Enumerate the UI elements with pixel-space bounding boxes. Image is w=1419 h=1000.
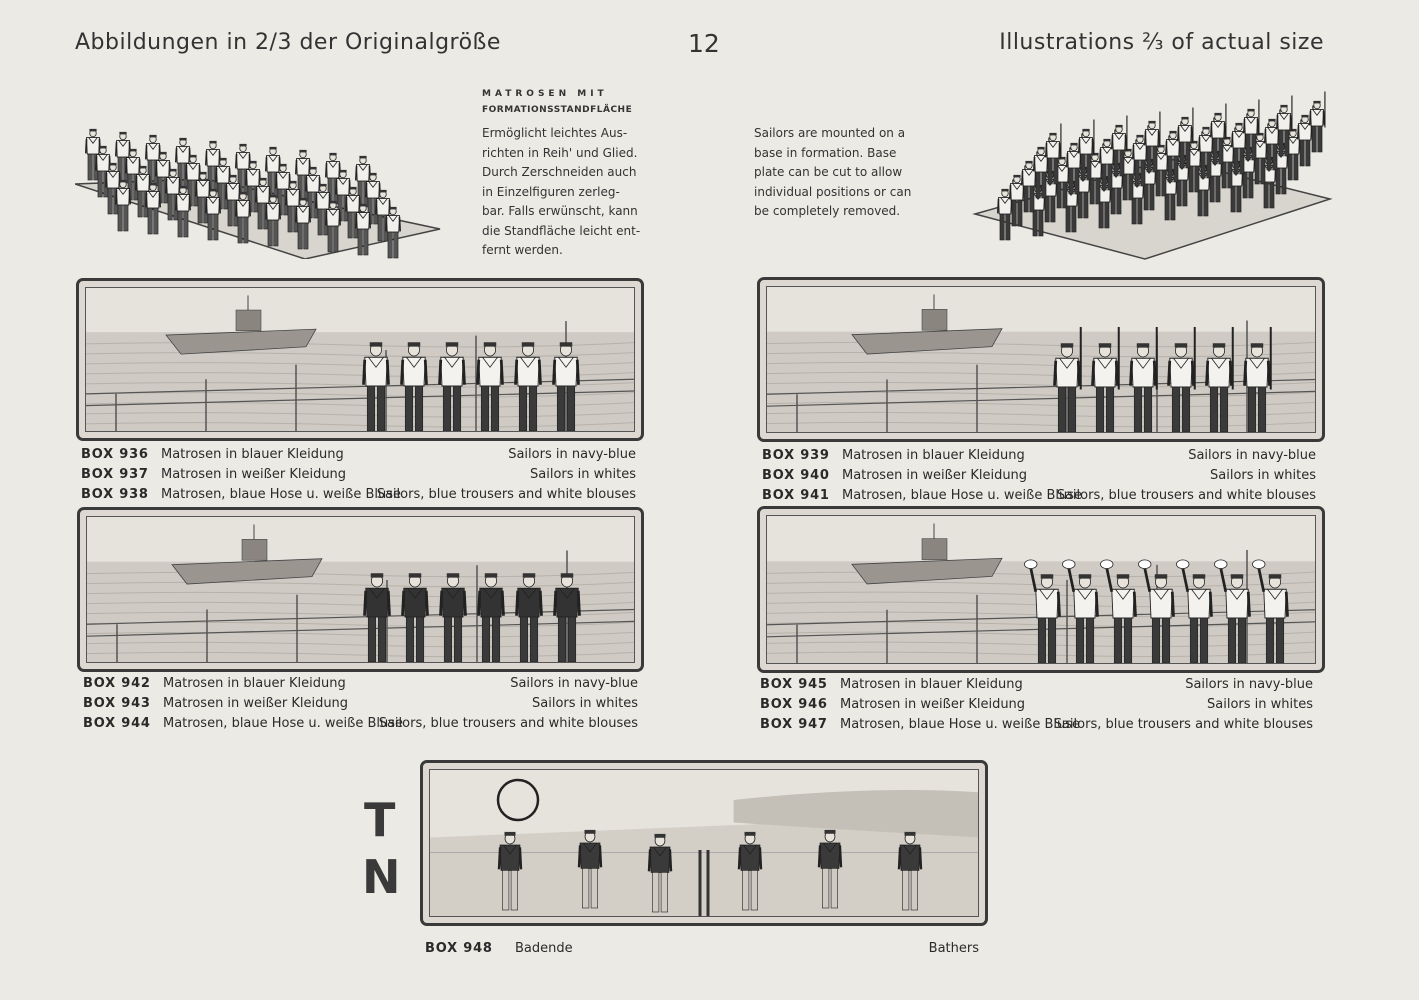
caption-de: Matrosen in blauer Kleidung [163,676,346,691]
caption-de: Matrosen in blauer Kleidung [842,448,1025,463]
diorama-panel-2 [757,277,1325,442]
box-number: BOX 937 [81,467,149,482]
caption-row [81,445,636,465]
diorama-panel-bathers [420,760,988,926]
caption-en: Sailors in whites [530,467,636,482]
caption-en: Sailors in navy-blue [1185,677,1313,692]
diorama-panel-4 [757,506,1325,673]
header-left-title: Abbildungen in 2/3 der Originalgröße [75,30,501,55]
caption-row [760,675,1313,695]
caption-en: Sailors, blue trousers and white blouses [376,487,636,502]
caption-en: Sailors, blue trousers and white blouses [1056,488,1316,503]
box-number: BOX 947 [760,717,828,732]
caption-en: Sailors in whites [532,696,638,711]
diorama-panel-1 [76,278,644,441]
intro-de-title [482,86,632,118]
caption-row [83,714,638,734]
caption-de: Matrosen, blaue Hose u. weiße Bluse [163,716,404,731]
caption-en: Bathers [928,941,979,956]
caption-row [762,486,1316,506]
caption-row [81,485,636,505]
caption-en: Sailors in navy-blue [510,676,638,691]
intro-de-title-line2: FORMATIONSSTANDFLÄCHE [482,105,633,115]
caption-en: Sailors in whites [1210,468,1316,483]
formation-figure [1310,92,1325,152]
caption-de: Matrosen in weißer Kleidung [842,468,1028,483]
caption-de: Matrosen in blauer Kleidung [840,677,1023,692]
caption-row [760,695,1313,715]
box-number: BOX 936 [81,447,149,462]
caption-de: Matrosen, blaue Hose u. weiße Bluse [840,717,1081,732]
caption-de: Matrosen in weißer Kleidung [161,467,347,482]
intro-de-text: Ermöglicht leichtes Aus- richten in Reih' und Glied. Durch Zerschneiden auch in Einzelfiguren zerleg- bar. Falls erwünscht, kann die Standfläche leicht ent- fernt werden. [482,126,641,257]
box-number: BOX 943 [83,696,151,711]
box-number: BOX 948 [425,941,493,956]
box-number: BOX 946 [760,697,828,712]
header-right-title: Illustrations ⅔ of actual size [999,30,1324,55]
box-number: BOX 945 [760,677,828,692]
formation-illustration-right [970,64,1340,264]
diorama-scene-2 [766,286,1316,433]
page-number: 12 [688,29,720,58]
caption-de: Matrosen, blaue Hose u. weiße Bluse [842,488,1083,503]
caption-de: Matrosen in blauer Kleidung [161,447,344,462]
intro-de-title-line1: MATROSEN MIT [482,89,608,99]
diorama-scene-4 [766,515,1316,664]
caption-row [81,465,636,485]
diorama-panel-3 [77,507,644,672]
formation-illustration-left [75,84,455,259]
caption-en: Sailors in whites [1207,697,1313,712]
tn-mark-n: N [362,850,401,904]
diorama-scene-1 [85,287,635,432]
caption-row [762,466,1316,486]
caption-de: Matrosen, blaue Hose u. weiße Bluse [161,487,402,502]
box-number: BOX 944 [83,716,151,731]
tn-mark-t: T [364,793,396,847]
box-number: BOX 942 [83,676,151,691]
caption-en: Sailors, blue trousers and white blouses [378,716,638,731]
caption-en: Sailors in navy-blue [1188,448,1316,463]
box-number: BOX 941 [762,488,830,503]
caption-en: Sailors, blue trousers and white blouses [1053,717,1313,732]
caption-row [425,939,979,959]
diorama-scene-3 [86,516,635,663]
box-number: BOX 938 [81,487,149,502]
intro-en-text: Sailors are mounted on a base in formation. Base plate can be cut to allow individual positions or can be completely removed. [754,126,912,218]
caption-en: Sailors in navy-blue [508,447,636,462]
caption-row [83,694,638,714]
caption-row [760,715,1313,735]
diorama-scene-bathers [429,769,979,917]
caption-row [762,446,1316,466]
caption-row [83,674,638,694]
caption-de: Badende [515,941,573,956]
box-number: BOX 940 [762,468,830,483]
caption-de: Matrosen in weißer Kleidung [163,696,349,711]
caption-de: Matrosen in weißer Kleidung [840,697,1026,712]
box-number: BOX 939 [762,448,830,463]
